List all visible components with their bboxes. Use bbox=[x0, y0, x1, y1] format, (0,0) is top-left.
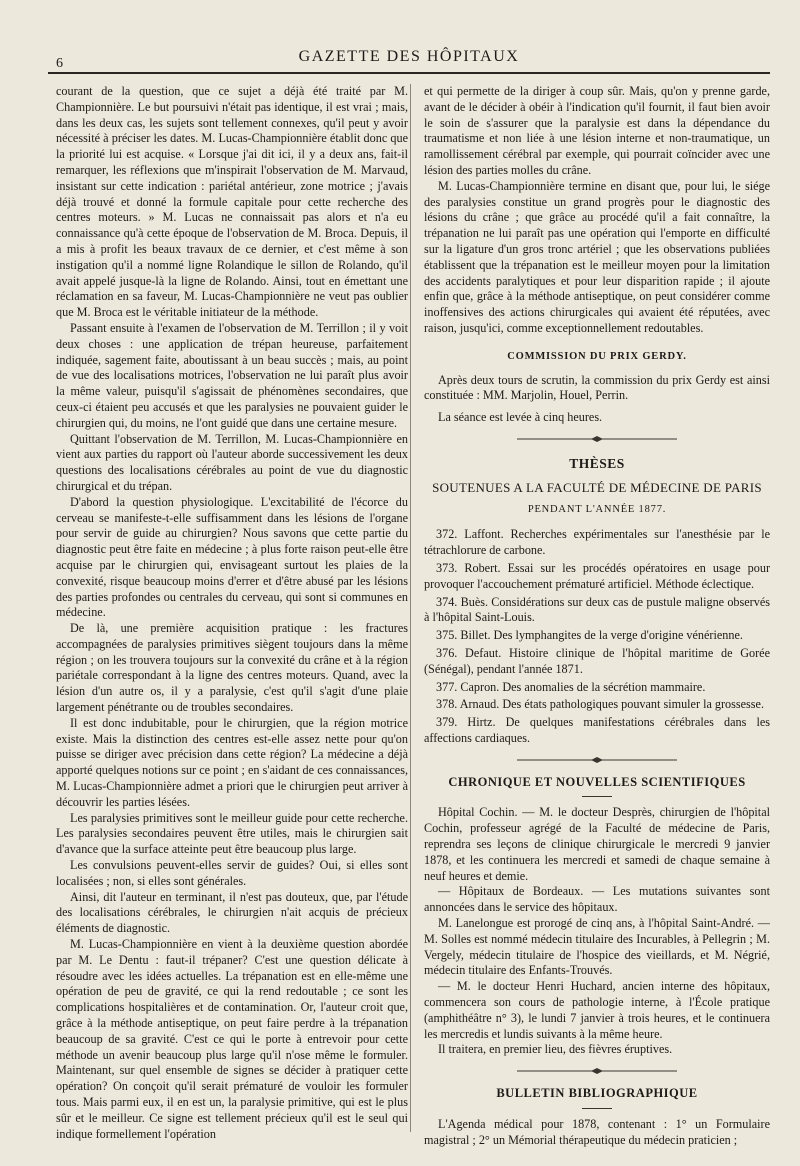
short-rule bbox=[582, 1108, 612, 1109]
theses-subtitle: SOUTENUES A LA FACULTÉ DE MÉDECINE DE PARIS bbox=[432, 479, 762, 495]
chronique-paragraph: — M. le docteur Henri Huchard, ancien interne des hôpitaux, commencera son cours de pathologie interne, à l'École pratique (amphithéâtre n° 3), le lundi 7 janvier à trois heures, et le continuera les mercredis et lundis suivants à la même heure. bbox=[424, 979, 770, 1041]
short-rule bbox=[582, 796, 612, 797]
session-closing: La séance est levée à cinq heures. bbox=[438, 410, 603, 425]
theses-heading: THÈSES bbox=[569, 455, 625, 471]
ornamental-rule bbox=[517, 436, 677, 442]
journal-title: GAZETTE DES HÔPITAUX bbox=[298, 48, 520, 65]
these-item: 377. Capron. Des anomalies de la sécrétion mammaire. bbox=[436, 679, 706, 694]
these-item: 378. Arnaud. Des états pathologiques pouvant simuler la grossesse. bbox=[436, 697, 764, 712]
bulletin-text: L'Agenda médical pour 1878, contenant : 1° un Formulaire magistral ; 2° un Mémorial thérapeutique du médecin praticien ; bbox=[424, 1117, 770, 1147]
paragraph: D'abord la question physiologique. L'excitabilité de l'écorce du cerveau se manifeste-t-elle suffisamment dans les lésions de l'organe pour servir de guide au chirurgien? Nous savons que cette partie du diagnostic peut être faite en médecine ; à plus forte raison peut-elle être acquise par le chirurgien qui, envisageant surtout les plaies de la convexité, risque beaucoup moins d'errer et d'être abusé par les lésions des parties profondes ou centrales du cerveau, qui sont si communes en médecine. bbox=[56, 494, 408, 620]
paragraph: Les paralysies primitives sont le meilleur guide pour cette recherche. Les paralysies secondaires peuvent être utiles, mais le chirurgien sait d'avance que la surface atteinte peut être beaucoup plus large. bbox=[56, 810, 408, 857]
chronique-paragraph: Hôpital Cochin. — M. le docteur Desprès, chirurgien de l'hôpital Cochin, professeur agrégé de la Faculté de médecine de Paris, reprendra ses leçons de clinique chirurgicale le mercredi 9 janvier 1878, et les continuera les mercredi et samedi de chaque semaine à neuf heures et demie. bbox=[424, 805, 770, 883]
paragraph: et qui permette de la diriger à coup sûr. Mais, qu'on y prenne garde, avant de le décider à obéir à l'indication qu'il fournit, il faut bien avoir le soin de s'assurer que la paralysie est dans la dépendance du traumatisme et non liée à une lésion interne et non-traumatique, un ramollissement cérébral par exemple, qui pourrait coïncider avec une lésion des parties molles du crâne. bbox=[424, 84, 770, 177]
header-rule bbox=[48, 72, 770, 74]
paragraph: Il est donc indubitable, pour le chirurgien, que la région motrice existe. Mais la distinction des centres est-elle assez nette pour qu'on puisse se diriger avec précision dans cette région? La médecine a déjà apporté quelques notions sur ce point ; en s'aidant de ces connaissances, M. Lucas-Championnière admet a priori que le chirurgien peut arriver à découvrir les parties lésées. bbox=[56, 715, 408, 809]
these-item: 373. Robert. Essai sur les procédés opératoires en usage pour provoquer l'accouchement prématuré artificiel. Méthode éclectique. bbox=[424, 560, 770, 591]
paragraph: Quittant l'observation de M. Terrillon, M. Lucas-Championnière en vient aux parties du rapport où l'auteur aborde successivement les deux questions des localisations cérébrales au point de vue du diagnostic chirurgical et du trépan. bbox=[56, 431, 408, 493]
commission-heading: COMMISSION DU PRIX GERDY. bbox=[507, 350, 687, 362]
chronique-paragraph: — Hôpitaux de Bordeaux. — Les mutations suivantes sont annoncées dans le service des hôpitaux. bbox=[424, 884, 770, 915]
chronique-heading: CHRONIQUE ET NOUVELLES SCIENTIFIQUES bbox=[448, 774, 746, 789]
these-item: 379. Hirtz. De quelques manifestations cérébrales dans les affections cardiaques. bbox=[424, 715, 770, 745]
ornamental-rule bbox=[517, 757, 677, 763]
commission-text: Après deux tours de scrutin, la commission du prix Gerdy est ainsi constituée : MM. Marjolin, Houel, Perrin. bbox=[424, 372, 770, 403]
column-divider bbox=[410, 84, 411, 1132]
page-number: 6 bbox=[56, 56, 63, 71]
paragraph: Ainsi, dit l'auteur en terminant, il n'est pas douteux, que, par l'étude des localisations cérébrales, le chirurgien n'ait acquis de précieux éléments de diagnostic. bbox=[56, 889, 408, 936]
right-column bbox=[424, 84, 770, 1149]
ornamental-rule bbox=[517, 1068, 677, 1074]
chronique-paragraph: Il traitera, en premier lieu, des fièvres éruptives. bbox=[438, 1042, 673, 1057]
page-header bbox=[48, 44, 770, 74]
chronique-paragraph: M. Lanelongue est prorogé de cinq ans, à l'hôpital Saint-André. — M. Solles est nommé médecin titulaire des Incurables, à Pellegrin ; M. Vergely, médecin titulaire de l'hospice des vieillards, et M. Négrié, médecin titulaire des Enfants-Trouvés. bbox=[424, 916, 770, 978]
theses-year: PENDANT L'ANNÉE 1877. bbox=[527, 503, 667, 515]
paragraph: De là, une première acquisition pratique : les fractures accompagnées de paralysies primitives siègent toujours dans la même région ; on les trouvera toujours sur la convexité du crâne et à la région pariétale correspondant à la ligne des centres moteurs. Quand, avec la lésion d'un autre os, il y a paralysie, c'est qu'il s'agit d'une plaie largement pénétrante ou de troubles secondaires. bbox=[56, 621, 408, 715]
left-column bbox=[56, 84, 408, 1142]
these-item: 375. Billet. Des lymphangites de la verge d'origine vénérienne. bbox=[436, 628, 743, 643]
bulletin-heading: BULLETIN BIBLIOGRAPHIQUE bbox=[496, 1086, 698, 1101]
these-item: 376. Defaut. Histoire clinique de l'hôpital maritime de Gorée (Sénégal), pendant l'année 1871. bbox=[424, 645, 770, 676]
paragraph: Les convulsions peuvent-elles servir de guides? Oui, si elles sont localisées ; non, si elles sont générales. bbox=[56, 858, 408, 888]
these-item: 374. Buès. Considérations sur deux cas de pustule maligne observés à l'hôpital Saint-Louis. bbox=[424, 594, 770, 625]
paragraph: courant de la question, que ce sujet a déjà été traité par M. Championnière. Le but poursuivi n'était pas identique, il est vrai ; mais, dans les deux cas, les sujets sont tellement connexes, qu'il peut y avoir nécessité à préciser les dates. M. Lucas-Championnière établit donc que la priorité lui est acquise. « Lorsque j'ai dit ici, il y a deux ans, fait-il remarquer, les réflexions que m'inspirait l'observation de M. Marvaud, insistant sur cette indication : pariétal antérieur, zone motrice ; j'avais déjà trouvé et donné la formule capitale pour cette recherche des centres moteurs. » M. Lucas ne connaissait pas alors et n'a eu connaissance qu'à cette époque de l'observation de M. Broca. Depuis, il a mis à profit les beaux travaux de ce dernier, et c'est même à son instigation qu'il a nommé ligne Rolandique le sillon de Rolando, qu'il avait appelé jusque-là la ligne de Rolando. Ainsi, tout en émettant une réclamation en sa faveur, M. Lucas-Championnière ne veut pas oublier que M. Broca est le véritable initiateur de la méthode. bbox=[56, 84, 408, 320]
paragraph: M. Lucas-Championnière en vient à la deuxième question abordée par M. Le Dentu : faut-il trépaner? C'est une question délicate à résoudre avec les idées actuelles. La trépanation est en elle-même une opération de peu de gravité, ce qui la rend redoutable ; ce sont les complications hospitalières et de contamination. Or, l'auteur croit que, grâce à la méthode antiseptique, on peut faire perdre à la trépanation beaucoup de sa gravité. C'est ce qui le porte à entrevoir pour cette méthode un avenir beaucoup plus large qu'il n'ose même le formuler. Maintenant, sur quel ensemble de signes se décider à pratiquer cette opération? On conçoit qu'il serait prématuré de vouloir les formuler tous. Mais parmi eux, il en est un, la paralysie primitive, qui est le plus sûr et le meilleur. Ce signe est tellement précieux qu'il est le seul qui indique formellement l'opération bbox=[56, 937, 408, 1141]
these-item: 372. Laffont. Recherches expérimentales sur l'anesthésie par le tétrachlorure de carbone. bbox=[424, 527, 770, 558]
paragraph: Passant ensuite à l'examen de l'observation de M. Terrillon ; il y voit deux choses : une application de trépan heureuse, parfaitement indiquée, sagement faite, aboutissant à un beau succès ; mais, au point de vue des localisations motrices, l'observation ne lui paraît plus avoir la même valeur, puisqu'il s'agissait de phénomènes secondaires, que ceux-ci étaient peu accusés et que les paralysies ne pouvaient guider le chirurgien qui, du moins, ne l'ont guidé que dans une certaine mesure. bbox=[56, 320, 408, 430]
paragraph: M. Lucas-Championnière termine en disant que, pour lui, le siége des paralysies constitue un grand progrès pour le diagnostic des lésions du crâne ; que grâce au procédé qu'il a fait connaître, la trépanation ne lui paraît pas une opération qui l'emporte en difficulté sur la ligature d'un gros tronc artériel ; que les observations publiées établissent que la trépanation est le meilleur moyen pour la limitation des accidents paralytiques et pour leur disparition rapide ; il ajoute enfin que, grâce à la méthode antiseptique, on peut considérer comme inoffensives des actions chirurgicales qui avaient été réputées, avec raison, jusqu'ici, comme exceptionnellement redoutables. bbox=[424, 178, 770, 335]
